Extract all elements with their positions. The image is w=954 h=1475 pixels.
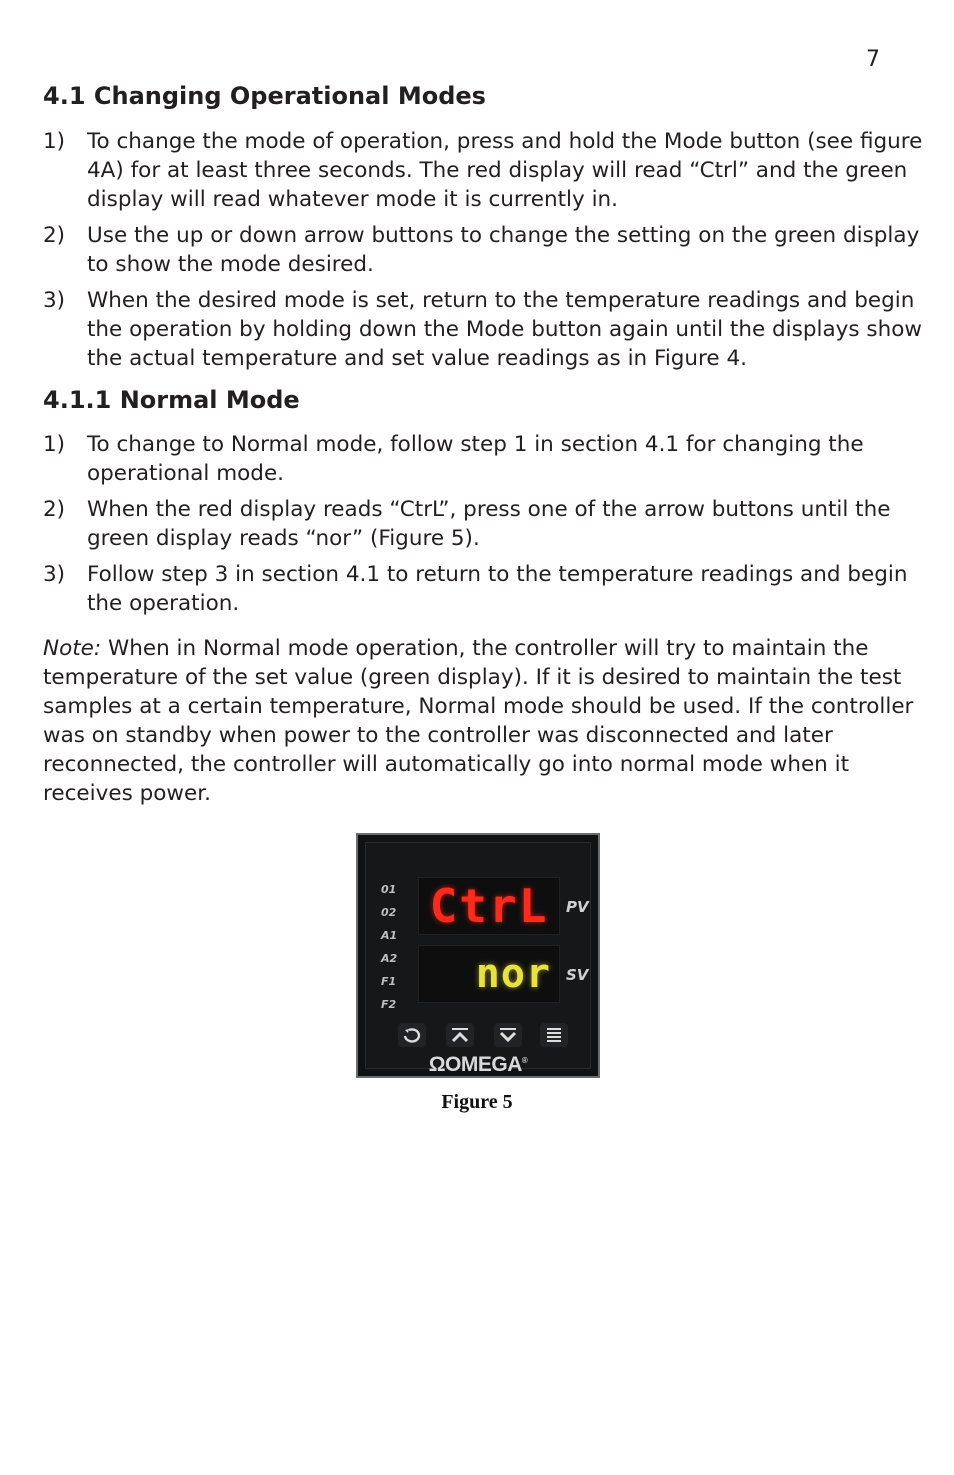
page-number: 7 xyxy=(866,47,880,72)
indicator-label: F2 xyxy=(381,998,397,1011)
up-arrow-icon xyxy=(450,1026,470,1044)
subsection-title: 4.1.1 Normal Mode xyxy=(43,386,300,414)
list-item: 2) When the red display reads “CtrL”, press one of the arrow buttons until the green display reads “nor” (Figure 5). xyxy=(43,497,891,551)
pv-readout: CtrL xyxy=(429,879,549,933)
up-button[interactable] xyxy=(446,1023,474,1047)
down-arrow-icon xyxy=(498,1026,518,1044)
sv-readout: nor xyxy=(475,951,551,997)
cycle-icon xyxy=(402,1026,422,1044)
indicator-label: A2 xyxy=(381,952,398,965)
steps-list xyxy=(43,127,923,380)
figure-caption: Figure 5 xyxy=(441,1091,513,1113)
list-item: 1) To change to Normal mode, follow step 1 in section 4.1 for changing the operational mode. xyxy=(43,432,864,486)
sv-display xyxy=(418,945,560,1003)
mode-button[interactable] xyxy=(398,1023,426,1047)
down-button[interactable] xyxy=(494,1023,522,1047)
list-item: 3) When the desired mode is set, return to the temperature readings and begin the operation by holding down the Mode button again until the displays show the actual temperature and set value readings as in Figure 4. xyxy=(43,288,922,371)
note-label: Note: xyxy=(43,636,102,661)
pv-label: PV xyxy=(566,898,589,916)
sv-label: SV xyxy=(566,966,589,984)
section-title: 4.1 Changing Operational Modes xyxy=(43,82,486,110)
indicator-label: A1 xyxy=(381,929,398,942)
note-text: When in Normal mode operation, the controller will try to maintain the temperature of the set value (green display). If it is desired to maintain the test samples at a certain temperature, Normal mode should be used. If the controller was on standby when power to the controller was disconnected and later reconnected, the controller will automatically go into normal mode when it receives power. xyxy=(43,636,914,806)
menu-icon xyxy=(544,1026,564,1044)
note-paragraph xyxy=(43,634,923,808)
controller-panel xyxy=(365,842,591,1076)
menu-button[interactable] xyxy=(540,1023,568,1047)
list-item: 1) To change the mode of operation, press and hold the Mode button (see figure 4A) for at least three seconds. The red display will read “Ctrl” and the green display will read whatever mode it is currently in. xyxy=(43,129,923,212)
brand-logo: ΩOMEGA® xyxy=(428,1053,528,1076)
steps-list xyxy=(43,430,923,625)
indicator-label: F1 xyxy=(381,975,397,988)
pv-display xyxy=(418,877,560,935)
list-item: 2) Use the up or down arrow buttons to change the setting on the green display to show the mode desired. xyxy=(43,223,920,277)
indicator-label: 01 xyxy=(381,883,397,896)
list-item: 3) Follow step 3 in section 4.1 to return to the temperature readings and begin the operation. xyxy=(43,562,908,616)
controller-figure xyxy=(356,833,600,1078)
indicator-label: 02 xyxy=(381,906,397,919)
